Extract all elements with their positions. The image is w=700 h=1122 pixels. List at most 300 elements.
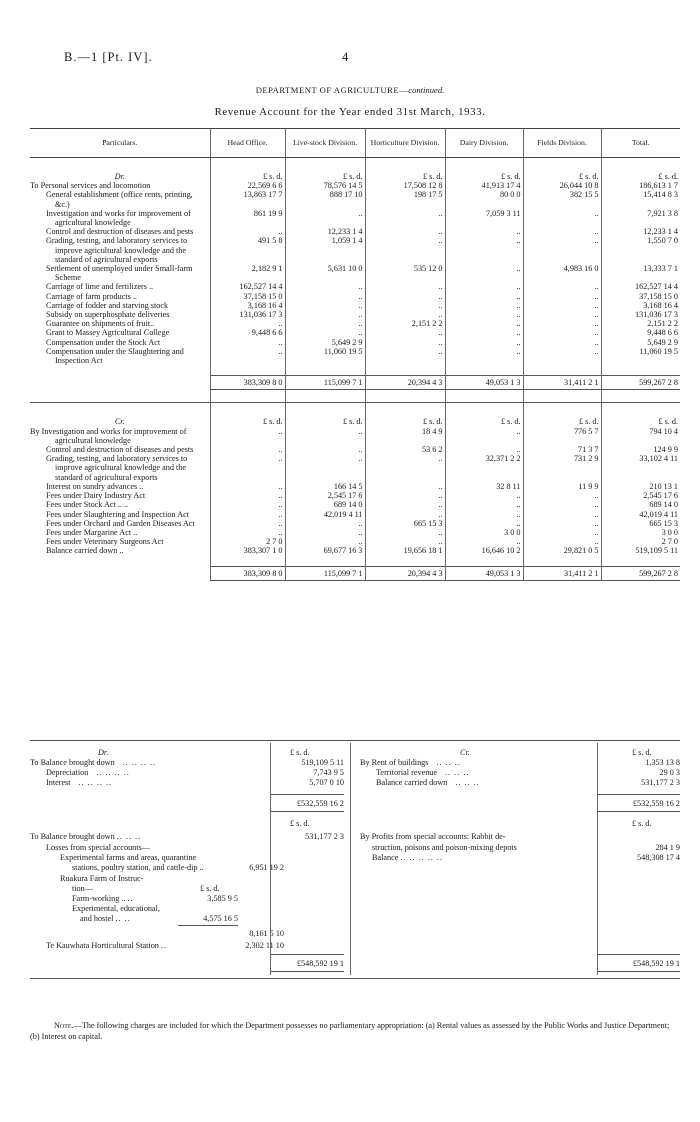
dr-row-value-4: .. bbox=[523, 328, 601, 337]
lower2-hostel-dots: .. .. bbox=[115, 914, 131, 923]
dr-row-value-5: 13,333 7 1 bbox=[601, 264, 680, 282]
dr-row-value-2: 198 17 5 bbox=[365, 190, 445, 208]
dr-row-value-1: 888 17 10 bbox=[285, 190, 365, 208]
dr-row-value-1: 1,059 1 4 bbox=[285, 236, 365, 264]
dr-total-label bbox=[30, 376, 210, 390]
lower1-right-entry-label: By Rent of buildings bbox=[360, 758, 429, 767]
dr-row-value-0: 22,569 6 6 bbox=[210, 181, 285, 190]
dr-row-value-3: 41,913 17 4 bbox=[445, 181, 523, 190]
dr-row-label: Compensation under the Slaughtering and Inspection Act bbox=[46, 346, 184, 366]
cr-row-value-5: 794 10 4 bbox=[601, 427, 680, 445]
cr-row-value-1: .. bbox=[285, 445, 365, 454]
dr-total-3: 49,053 1 3 bbox=[445, 376, 523, 390]
lower2-balance-value: 531,177 2 3 bbox=[305, 832, 344, 841]
dr-row-value-0: 491 5 8 bbox=[210, 236, 285, 264]
lower2-profits-label-2: struction, poisons and poison-mixing depots bbox=[372, 843, 517, 852]
cr-row-value-1: .. bbox=[285, 454, 365, 482]
cr-currency-0: £ s. d. bbox=[210, 403, 285, 427]
dr-row-value-0: 131,036 17 3 bbox=[210, 310, 285, 319]
dr-row-value-1: 12,233 1 4 bbox=[285, 227, 365, 236]
dr-row-value-1: 11,060 19 5 bbox=[285, 347, 365, 365]
dr-row-value-3: .. bbox=[445, 264, 523, 282]
lower-right-amount-rule bbox=[597, 743, 598, 975]
lower1-right-entry-label: Balance carried down bbox=[376, 777, 448, 787]
footnote-label: Note. bbox=[54, 1021, 74, 1030]
dr-currency-0: £ s. d. bbox=[210, 158, 285, 182]
dr-separator bbox=[30, 390, 680, 403]
lower1-left-entry-value: 5,707 0 10 bbox=[309, 777, 344, 787]
col-head-office: Head Office. bbox=[210, 129, 285, 158]
lower1-left-rule-2 bbox=[270, 811, 344, 812]
dr-total-0: 383,309 8 0 bbox=[210, 376, 285, 390]
cr-row-label: Fees under Slaughtering and Inspection Act bbox=[46, 509, 190, 519]
cr-row-label: Interest on sundry advances .. bbox=[46, 481, 144, 491]
cr-row-value-3: .. bbox=[445, 427, 523, 445]
dr-row-value-5: 1,550 7 0 bbox=[601, 236, 680, 264]
cr-row-value-1: 2,545 17 6 bbox=[285, 491, 365, 500]
dr-total-4: 31,411 2 1 bbox=[523, 376, 601, 390]
cr-heading: Cr. bbox=[114, 417, 125, 427]
dr-row-value-4: 26,044 10 8 bbox=[523, 181, 601, 190]
dr-row-value-1: .. bbox=[285, 319, 365, 328]
dr-row bbox=[30, 328, 680, 337]
lower1-right-rule bbox=[597, 794, 680, 795]
cr-total-label bbox=[30, 566, 210, 580]
dr-row-value-0: .. bbox=[210, 319, 285, 328]
lower1-dr-heading: Dr. bbox=[98, 748, 109, 757]
cr-row-value-3: .. bbox=[445, 519, 523, 528]
cr-row-value-0: .. bbox=[210, 445, 285, 454]
dr-row-label: Subsidy on superphosphate deliveries bbox=[46, 310, 170, 320]
dr-row-value-2: .. bbox=[365, 292, 445, 301]
dr-row-value-0: .. bbox=[210, 347, 285, 365]
dr-row-value-0: 861 19 9 bbox=[210, 209, 285, 227]
cr-total-2: 20,394 4 3 bbox=[365, 566, 445, 580]
cr-row bbox=[30, 510, 680, 519]
dr-row-value-4: 4,983 16 0 bbox=[523, 264, 601, 282]
dr-row-value-5: 2,151 2 2 bbox=[601, 319, 680, 328]
cr-row bbox=[30, 491, 680, 500]
dr-row bbox=[30, 264, 680, 282]
cr-row-label: Fees under Orchard and Garden Diseases Act bbox=[46, 518, 195, 528]
lower1-right-entry bbox=[360, 758, 461, 767]
cr-row bbox=[30, 454, 680, 482]
lower2-right-total: £548,592 19 1 bbox=[632, 959, 680, 968]
lower2-profits-value: 284 1 9 bbox=[655, 843, 680, 852]
revenue-account-table bbox=[30, 128, 680, 581]
lower1-left-entry-label: To Balance brought down bbox=[30, 758, 115, 767]
dr-row-value-2: 17,508 12 8 bbox=[365, 181, 445, 190]
dr-row-value-1: .. bbox=[285, 282, 365, 291]
lower2-ruakura-label: Ruakura Farm of Instruc- bbox=[60, 874, 144, 883]
dr-row-value-5: 186,613 1 7 bbox=[601, 181, 680, 190]
dr-row bbox=[30, 319, 680, 328]
cr-row-value-1: .. bbox=[285, 519, 365, 528]
dr-total-2: 20,394 4 3 bbox=[365, 376, 445, 390]
lower2-left-total: £548,592 19 1 bbox=[296, 959, 344, 968]
dr-row-value-0: 3,168 16 4 bbox=[210, 301, 285, 310]
cr-row-value-4: 29,821 0 5 bbox=[523, 546, 601, 555]
cr-row-value-4: 731 2 9 bbox=[523, 454, 601, 482]
col-dairy: Dairy Division. bbox=[445, 129, 523, 158]
dr-row-value-5: 162,527 14 4 bbox=[601, 282, 680, 291]
dr-row-value-5: 131,036 17 3 bbox=[601, 310, 680, 319]
dr-row-label: Settlement of unemployed under Small-farm Scheme bbox=[46, 264, 193, 283]
cr-row-value-0: .. bbox=[210, 491, 285, 500]
lower2-tekauwhata-dots: .. bbox=[160, 941, 168, 950]
cr-total-3: 49,053 1 3 bbox=[445, 566, 523, 580]
credit-section bbox=[30, 403, 680, 580]
cr-row-value-2: 19,656 18 1 bbox=[365, 546, 445, 555]
cr-currency-5: £ s. d. bbox=[601, 403, 680, 427]
dr-currency-5: £ s. d. bbox=[601, 158, 680, 182]
cr-row-value-3: 32 8 11 bbox=[445, 482, 523, 491]
lower2-farms-value: 6,951 19 2 bbox=[249, 863, 284, 872]
lower2-right-rule-2 bbox=[597, 971, 680, 972]
dr-row-value-1: .. bbox=[285, 292, 365, 301]
cr-row-value-5: 3 0 0 bbox=[601, 528, 680, 537]
dr-row-label: Guarantee on shipments of fruit.. bbox=[46, 319, 155, 329]
cr-row bbox=[30, 427, 680, 445]
dr-row-value-3: .. bbox=[445, 236, 523, 264]
lower1-right-rule-2 bbox=[597, 811, 680, 812]
lower2-profits-label-1: By Profits from special accounts: Rabbit de- bbox=[360, 832, 506, 841]
dr-row bbox=[30, 190, 680, 208]
dr-row-value-5: 7,921 3 8 bbox=[601, 209, 680, 227]
cr-row-value-4: .. bbox=[523, 528, 601, 537]
column-header-row bbox=[30, 129, 680, 158]
cr-row-value-4: .. bbox=[523, 537, 601, 546]
cr-row bbox=[30, 445, 680, 454]
cr-row-label: Fees under Dairy Industry Act bbox=[46, 491, 146, 501]
dr-row bbox=[30, 338, 680, 347]
lower2-farms-label-2: stations, poultry station, and cattle-dip .. bbox=[72, 863, 204, 872]
cr-row-value-1: .. bbox=[285, 537, 365, 546]
lower2-balance-right-dots: .. .. .. .. .. bbox=[400, 853, 444, 862]
dr-row-value-2: 2,151 2 2 bbox=[365, 319, 445, 328]
dr-row bbox=[30, 310, 680, 319]
dr-total-1: 115,099 7 1 bbox=[285, 376, 365, 390]
cr-row-value-3: 16,646 10 2 bbox=[445, 546, 523, 555]
cr-row-value-5: 210 13 1 bbox=[601, 482, 680, 491]
dr-row-value-5: 5,649 2 9 bbox=[601, 338, 680, 347]
dr-total-row bbox=[30, 376, 680, 390]
dr-row bbox=[30, 227, 680, 236]
cr-row-value-1: .. bbox=[285, 427, 365, 445]
dr-row-value-1: .. bbox=[285, 301, 365, 310]
cr-row-label: By Investigation and works for improvement of agricultural knowledge bbox=[30, 426, 187, 445]
dr-row-value-3: .. bbox=[445, 310, 523, 319]
dr-row-value-5: 3,168 16 4 bbox=[601, 301, 680, 310]
dr-row-value-4: .. bbox=[523, 282, 601, 291]
cr-row-value-0: .. bbox=[210, 519, 285, 528]
dr-row-value-4: .. bbox=[523, 319, 601, 328]
dr-heading-row bbox=[30, 158, 680, 182]
account-subtitle: Revenue Account for the Year ended 31st March, 1933. bbox=[214, 106, 486, 118]
cr-total-5: 599,267 2 8 bbox=[601, 566, 680, 580]
page-number: 4 bbox=[342, 50, 349, 64]
dr-row-label: Grant to Massey Agricultural College bbox=[46, 328, 170, 338]
lower2-tekauwhata-label: Te Kauwhata Horticultural Station bbox=[46, 941, 159, 950]
dr-row-value-0: 9,448 6 6 bbox=[210, 328, 285, 337]
dr-row-value-4: .. bbox=[523, 227, 601, 236]
dr-row-value-1: 78,576 14 5 bbox=[285, 181, 365, 190]
lower-left-amount-rule bbox=[270, 743, 271, 975]
cr-currency-4: £ s. d. bbox=[523, 403, 601, 427]
cr-row-value-1: 69,677 16 3 bbox=[285, 546, 365, 555]
dr-row-value-4: .. bbox=[523, 310, 601, 319]
lower1-left-entry-dots: .. .. .. .. bbox=[122, 758, 157, 767]
dr-row-value-4: 382 15 5 bbox=[523, 190, 601, 208]
lower2-right-rule bbox=[597, 954, 680, 955]
cr-row-value-2: 18 4 9 bbox=[365, 427, 445, 445]
dr-row bbox=[30, 301, 680, 310]
section-divider bbox=[30, 740, 680, 741]
col-total: Total. bbox=[601, 129, 680, 158]
lower1-cr-heading: Cr. bbox=[460, 748, 470, 757]
cr-row-value-2: .. bbox=[365, 491, 445, 500]
cr-row-value-4: .. bbox=[523, 500, 601, 509]
dr-row-value-2: .. bbox=[365, 282, 445, 291]
lower1-left-rule bbox=[270, 794, 344, 795]
lower1-left-entry-label: Interest bbox=[46, 777, 71, 787]
cr-heading-row bbox=[30, 403, 680, 427]
page-reference: B.—1 [Pt. IV]. bbox=[64, 50, 153, 64]
lower1-left-entry bbox=[46, 778, 112, 787]
dr-row-label: Investigation and works for improvement of agricultural knowledge bbox=[46, 208, 191, 228]
cr-row-value-1: 166 14 5 bbox=[285, 482, 365, 491]
lower1-right-entry-value: 29 0 3 bbox=[659, 767, 680, 777]
cr-row-value-2: .. bbox=[365, 454, 445, 482]
lower2-hostel-label: and hostel bbox=[80, 914, 114, 923]
dr-row-value-2: .. bbox=[365, 347, 445, 365]
cr-currency-3: £ s. d. bbox=[445, 403, 523, 427]
lower2-right-currency: £ s. d. bbox=[632, 819, 652, 828]
lower2-balance-dots: .. .. .. bbox=[116, 832, 142, 841]
lower1-right-entry-value: 1,353 13 8 bbox=[645, 758, 680, 767]
lower1-right-entry-label: Territorial revenue bbox=[376, 767, 438, 777]
dr-row bbox=[30, 209, 680, 227]
dr-row-value-3: .. bbox=[445, 328, 523, 337]
cr-row-value-4: .. bbox=[523, 510, 601, 519]
cr-row-value-0: .. bbox=[210, 482, 285, 491]
cr-row-value-4: .. bbox=[523, 491, 601, 500]
lower2-farms-label-1: Experimental farms and areas, quarantine bbox=[60, 853, 197, 862]
cr-row-label: Fees under Stock Act .. .. bbox=[46, 500, 129, 510]
cr-row-value-0: .. bbox=[210, 500, 285, 509]
cr-row-value-0: .. bbox=[210, 454, 285, 482]
dr-row-value-5: 12,233 1 4 bbox=[601, 227, 680, 236]
lower2-losses-label: Losses from special accounts— bbox=[46, 843, 150, 852]
lower1-left-entry-value: 7,743 9 5 bbox=[313, 767, 344, 777]
dr-row bbox=[30, 282, 680, 291]
lower2-left-rule-2 bbox=[270, 971, 344, 972]
lower2-balance-right-label: Balance bbox=[372, 853, 399, 862]
dr-row-value-0: 162,527 14 4 bbox=[210, 282, 285, 291]
cr-row-value-2: .. bbox=[365, 528, 445, 537]
cr-row-value-3: .. bbox=[445, 510, 523, 519]
col-horticulture: Horticulture Division. bbox=[365, 129, 445, 158]
cr-total-4: 31,411 2 1 bbox=[523, 566, 601, 580]
dr-currency-1: £ s. d. bbox=[285, 158, 365, 182]
col-livestock: Live-stock Division. bbox=[285, 129, 365, 158]
cr-row-label: Fees under Veterinary Surgeons Act bbox=[46, 537, 164, 547]
lower2-left-currency: £ s. d. bbox=[290, 819, 310, 828]
dr-row-value-4: .. bbox=[523, 236, 601, 264]
cr-row-value-0: 383,307 1 0 bbox=[210, 546, 285, 555]
dr-row-label: Carriage of lime and fertilizers .. bbox=[46, 282, 154, 292]
dr-row-value-1: .. bbox=[285, 209, 365, 227]
lower2-farmworking-dots: .. bbox=[127, 894, 134, 903]
cr-row-label: Balance carried down .. bbox=[46, 546, 124, 556]
dr-total-5: 599,267 2 8 bbox=[601, 376, 680, 390]
col-particulars: Particulars. bbox=[30, 129, 210, 158]
cr-row-value-2: .. bbox=[365, 510, 445, 519]
dr-row-value-3: .. bbox=[445, 282, 523, 291]
dr-currency-3: £ s. d. bbox=[445, 158, 523, 182]
dr-row-label: Control and destruction of diseases and pests bbox=[46, 227, 194, 237]
cr-row-value-2: .. bbox=[365, 537, 445, 546]
cr-row-label: Control and destruction of diseases and pests bbox=[46, 445, 194, 455]
dr-row-value-2: .. bbox=[365, 338, 445, 347]
dr-row-value-5: 15,414 8 3 bbox=[601, 190, 680, 208]
department-title bbox=[0, 85, 700, 95]
dr-row-value-2: .. bbox=[365, 227, 445, 236]
dr-row-value-0: 37,158 15 0 bbox=[210, 292, 285, 301]
cr-row bbox=[30, 528, 680, 537]
cr-total-1: 115,099 7 1 bbox=[285, 566, 365, 580]
footnote-text: —The following charges are included for which the Department possesses no parliamentary appropriation: (a) Rental values as assessed by the Public Works and Justice Department; (b) Interest on capital. bbox=[30, 1021, 670, 1041]
lower1-right-total: £532,559 16 2 bbox=[632, 799, 680, 808]
lower2-sub-rule bbox=[178, 925, 238, 926]
lower2-ruakura-total: 8,161 5 10 bbox=[249, 929, 284, 938]
cr-row-value-5: 124 9 9 bbox=[601, 445, 680, 454]
lower1-left-entry-value: 519,109 5 11 bbox=[301, 758, 344, 767]
dr-row-value-4: .. bbox=[523, 347, 601, 365]
dr-row-value-5: 11,060 19 5 bbox=[601, 347, 680, 365]
dr-heading: Dr. bbox=[114, 172, 125, 181]
cr-row-value-0: .. bbox=[210, 427, 285, 445]
dr-row-value-5: 9,448 6 6 bbox=[601, 328, 680, 337]
department-title-continued: continued. bbox=[408, 85, 445, 95]
cr-row-value-0: 2 7 0 bbox=[210, 537, 285, 546]
lower2-left-rule bbox=[270, 954, 344, 955]
lower-centre-rule bbox=[350, 743, 351, 975]
dr-row-value-5: 37,158 15 0 bbox=[601, 292, 680, 301]
cr-row-value-3: .. bbox=[445, 491, 523, 500]
dr-row-value-4: .. bbox=[523, 301, 601, 310]
dr-row-value-1: 5,631 10 0 bbox=[285, 264, 365, 282]
cr-row-value-3: .. bbox=[445, 500, 523, 509]
cr-row-value-4: 11 9 9 bbox=[523, 482, 601, 491]
footnote bbox=[30, 1020, 680, 1042]
dr-row-value-3: 7,059 3 11 bbox=[445, 209, 523, 227]
cr-row-value-3: .. bbox=[445, 445, 523, 454]
dr-row-label: Carriage of farm products .. bbox=[46, 291, 137, 301]
dr-row bbox=[30, 236, 680, 264]
cr-currency-2: £ s. d. bbox=[365, 403, 445, 427]
cr-row-value-2: .. bbox=[365, 500, 445, 509]
cr-row-value-2: 53 6 2 bbox=[365, 445, 445, 454]
dr-row-value-1: .. bbox=[285, 328, 365, 337]
lower1-right-entry bbox=[376, 778, 480, 787]
dr-row-label: General establishment (office rents, printing, &c.) bbox=[46, 190, 193, 209]
dr-row-label: Carriage of fodder and starving stock bbox=[46, 300, 169, 310]
cr-row bbox=[30, 500, 680, 509]
dr-row-value-2: .. bbox=[365, 328, 445, 337]
lower1-right-entry-value: 531,177 2 3 bbox=[641, 777, 680, 787]
dr-row-value-2: .. bbox=[365, 301, 445, 310]
dr-row-value-0: 13,863 17 7 bbox=[210, 190, 285, 208]
cr-row bbox=[30, 546, 680, 555]
cr-row-value-4: 71 3 7 bbox=[523, 445, 601, 454]
lower1-left-entry-dots: .. .. .. .. bbox=[96, 767, 130, 777]
cr-row-value-5: 33,102 4 11 bbox=[601, 454, 680, 482]
cr-row bbox=[30, 537, 680, 546]
dr-row-value-3: 80 0 0 bbox=[445, 190, 523, 208]
lower2-farmworking-label: Farm-working .. bbox=[72, 894, 126, 903]
dr-row-value-3: .. bbox=[445, 227, 523, 236]
dr-row-value-3: .. bbox=[445, 338, 523, 347]
lower-bottom-rule bbox=[30, 978, 680, 979]
cr-gap bbox=[30, 556, 680, 567]
dr-row-value-3: .. bbox=[445, 301, 523, 310]
cr-row-value-0: .. bbox=[210, 528, 285, 537]
dr-row-value-0: 2,182 9 1 bbox=[210, 264, 285, 282]
lower2-balance-right-value: 548,308 17 4 bbox=[637, 853, 680, 862]
lower2-experimental-label: Experimental, educational, bbox=[72, 904, 160, 913]
dr-currency-4: £ s. d. bbox=[523, 158, 601, 182]
cr-row-value-4: .. bbox=[523, 519, 601, 528]
cr-row-value-0: .. bbox=[210, 510, 285, 519]
cr-row-label: Grading, testing, and laboratory services to improve agricultural knowledge and the standard of agricultural exports bbox=[46, 454, 188, 482]
dr-row-label: Grading, testing, and laboratory services to improve agricultural knowledge and the standard of agricultural exports bbox=[46, 236, 188, 264]
lower2-tekauwhata-value: 2,302 11 10 bbox=[245, 941, 284, 950]
dr-gap bbox=[30, 365, 680, 376]
dr-row-value-2: 535 12 0 bbox=[365, 264, 445, 282]
cr-row-value-4: 776 5 7 bbox=[523, 427, 601, 445]
dr-row-value-3: .. bbox=[445, 319, 523, 328]
dr-row-value-2: .. bbox=[365, 236, 445, 264]
cr-row-value-5: 42,019 4 11 bbox=[601, 510, 680, 519]
dr-row-value-3: .. bbox=[445, 347, 523, 365]
lower1-right-currency: £ s. d. bbox=[632, 748, 652, 757]
cr-row-value-5: 665 15 3 bbox=[601, 519, 680, 528]
lower2-hostel-value: 4,575 16 5 bbox=[203, 914, 238, 923]
dr-currency-2: £ s. d. bbox=[365, 158, 445, 182]
lower2-tion-label: tion— bbox=[72, 884, 93, 893]
cr-row-value-2: 665 15 3 bbox=[365, 519, 445, 528]
lower1-right-entry bbox=[376, 768, 469, 777]
debit-section bbox=[30, 158, 680, 403]
cr-row bbox=[30, 482, 680, 491]
lower2-balance-label: To Balance brought down bbox=[30, 832, 115, 841]
cr-total-row bbox=[30, 566, 680, 580]
lower1-left-total: £532,559 16 2 bbox=[296, 799, 344, 808]
cr-row-value-5: 2,545 17 6 bbox=[601, 491, 680, 500]
dr-row-value-0: .. bbox=[210, 227, 285, 236]
lower2-farmworking-value: 3,585 9 5 bbox=[207, 894, 238, 903]
dr-row-value-1: 5,649 2 9 bbox=[285, 338, 365, 347]
dr-row-value-2: .. bbox=[365, 310, 445, 319]
dr-row-label: Compensation under the Stock Act bbox=[46, 337, 161, 347]
lower1-left-entry-label: Depreciation bbox=[46, 767, 89, 777]
dr-row-label: To Personal services and locomotion bbox=[30, 181, 151, 191]
cr-total-0: 383,309 8 0 bbox=[210, 566, 285, 580]
dr-row-value-4: .. bbox=[523, 292, 601, 301]
dr-row bbox=[30, 347, 680, 365]
lower1-left-currency: £ s. d. bbox=[290, 748, 310, 757]
